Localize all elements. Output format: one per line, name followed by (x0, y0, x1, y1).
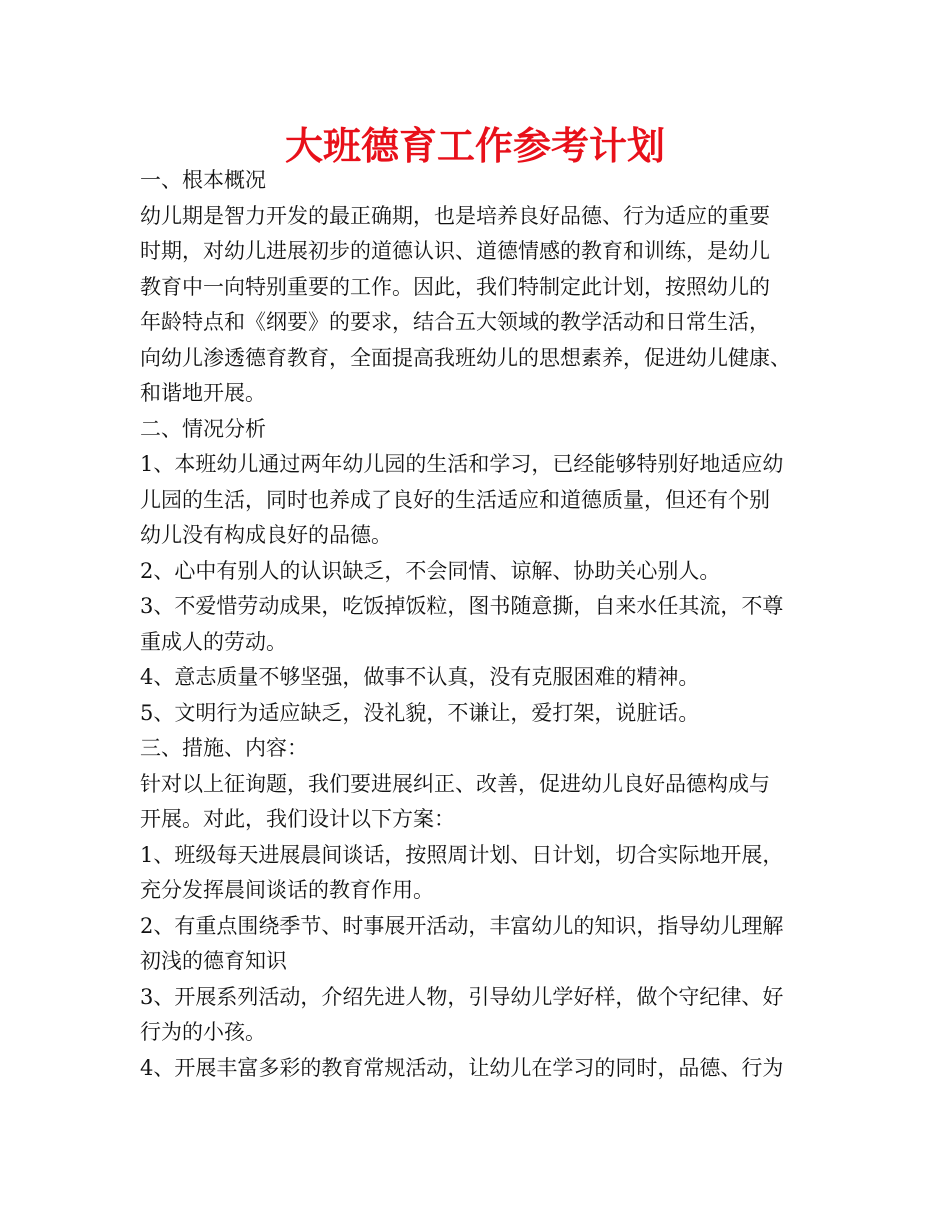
paragraph-line: 2、心中有别人的认识缺乏，不会同情、谅解、协助关心别人。 (140, 558, 721, 583)
section-heading: 二、情况分析 (140, 416, 266, 441)
paragraph-line: 幼儿没有构成良好的品德。 (140, 523, 392, 547)
paragraph-line: 初浅的德育知识 (140, 949, 287, 973)
paragraph-line: 3、不爱惜劳动成果，吃饭掉饭粒，图书随意撕，自来水任其流，不尊 (140, 594, 784, 618)
paragraph-line: 4、意志质量不够坚强，做事不认真，没有克服困难的精神。 (140, 665, 700, 689)
paragraph-line: 向幼儿渗透德育教育，全面提高我班幼儿的思想素养，促进幼儿健康、 (140, 345, 791, 370)
paragraph-line: 针对以上征询题，我们要进展纠正、改善，促进幼儿良好品德构成与 (140, 771, 770, 796)
paragraph-line: 2、有重点围绕季节、时事展开活动，丰富幼儿的知识，指导幼儿理解 (140, 913, 784, 938)
paragraph-line: 3、开展系列活动，介绍先进人物，引导幼儿学好样，做个守纪律、好 (140, 984, 784, 1009)
paragraph-line: 充分发挥晨间谈话的教育作用。 (140, 878, 434, 902)
paragraph-line: 开展。对此，我们设计以下方案： (140, 807, 455, 831)
paragraph-line: 年龄特点和《纲要》的要求，结合五大领域的教学活动和日常生活， (140, 310, 770, 334)
paragraph-line: 教育中一向特别重要的工作。因此，我们特制定此计划，按照幼儿的 (140, 274, 770, 299)
document-body (140, 163, 840, 1086)
paragraph-line: 4、开展丰富多彩的教育常规活动，让幼儿在学习的同时，品德、行为 (140, 1055, 784, 1080)
paragraph-line: 幼儿期是智力开发的最正确期，也是培养良好品德、行为适应的重要 (140, 203, 770, 228)
paragraph-line: 时期，对幼儿进展初步的道德认识、道德情感的教育和训练，是幼儿 (140, 239, 770, 263)
section-heading: 三、措施、内容： (140, 736, 308, 760)
paragraph-line: 5、文明行为适应缺乏，没礼貌，不谦让，爱打架，说脏话。 (140, 700, 700, 725)
paragraph-line: 和谐地开展。 (140, 381, 266, 405)
paragraph-line: 儿园的生活，同时也养成了良好的生活适应和道德质量，但还有个别 (140, 487, 770, 512)
section-heading: 一、根本概况 (140, 168, 266, 192)
paragraph-line: 重成人的劳动。 (140, 629, 287, 654)
paragraph-line: 1、本班幼儿通过两年幼儿园的生活和学习，已经能够特别好地适应幼 (140, 452, 784, 476)
document-title: 大班德育工作参考计划 (284, 124, 665, 168)
paragraph-line: 行为的小孩。 (140, 1020, 266, 1044)
paragraph-line: 1、班级每天进展晨间谈话，按照周计划、日计划，切合实际地开展， (140, 842, 784, 867)
